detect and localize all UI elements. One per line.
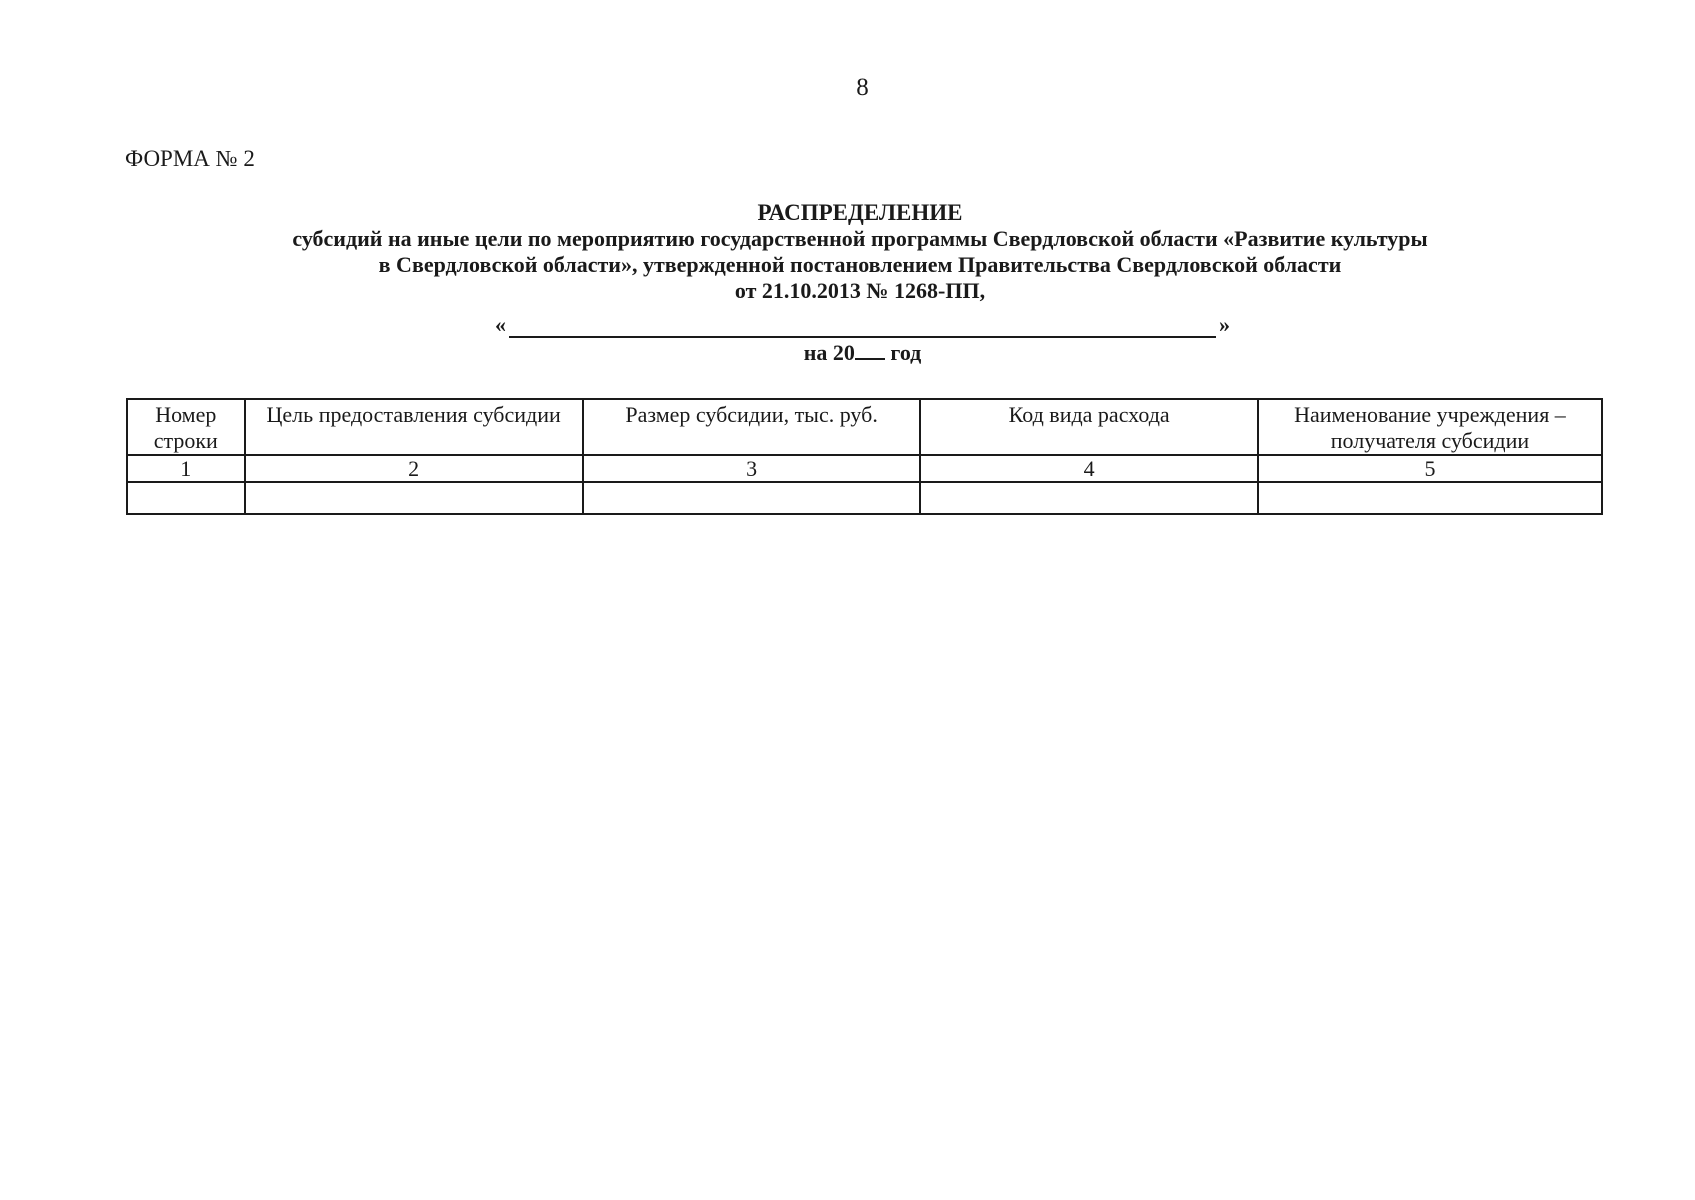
name-blank-field	[495, 312, 1230, 342]
column-number-row	[127, 455, 1602, 482]
document-heading	[180, 200, 1540, 304]
column-number-cell: 2	[245, 455, 583, 482]
header-cell-recipient: Наименование учреждения – получателя субсидии	[1258, 399, 1602, 455]
header-cell-amount: Размер субсидии, тыс. руб.	[583, 399, 921, 455]
table-header-row	[127, 399, 1602, 455]
heading-line-1: субсидий на иные цели по мероприятию государственной программы Свердловской области «Развитие культуры	[292, 226, 1428, 251]
table-cell	[127, 482, 245, 514]
close-quote: »	[1219, 312, 1230, 337]
blank-underline	[509, 336, 1216, 338]
table-cell	[920, 482, 1257, 514]
heading-line-2: в Свердловской области», утвержденной постановлением Правительства Свердловской области	[378, 252, 1342, 277]
header-cell-purpose: Цель предоставления субсидии	[245, 399, 583, 455]
column-number-cell: 1	[127, 455, 245, 482]
form-label: ФОРМА № 2	[125, 146, 255, 171]
column-number-cell: 5	[1258, 455, 1602, 482]
table-cell	[583, 482, 921, 514]
open-quote: «	[495, 312, 506, 337]
table-cell	[1258, 482, 1602, 514]
heading-line-3: от 21.10.2013 № 1268-ПП,	[734, 278, 986, 303]
year-line	[0, 340, 1695, 366]
table-cell	[245, 482, 583, 514]
year-suffix: год	[890, 340, 922, 365]
distribution-table	[126, 398, 1603, 515]
table-row	[127, 482, 1602, 514]
column-number-cell: 4	[920, 455, 1257, 482]
year-blank	[855, 340, 885, 360]
page-number: 8	[856, 74, 869, 101]
header-cell-row-number: Номер строки	[127, 399, 245, 455]
header-cell-expense-code: Код вида расхода	[920, 399, 1257, 455]
year-prefix: на 20	[803, 340, 855, 365]
document-title: РАСПРЕДЕЛЕНИЕ	[757, 200, 963, 225]
column-number-cell: 3	[583, 455, 921, 482]
